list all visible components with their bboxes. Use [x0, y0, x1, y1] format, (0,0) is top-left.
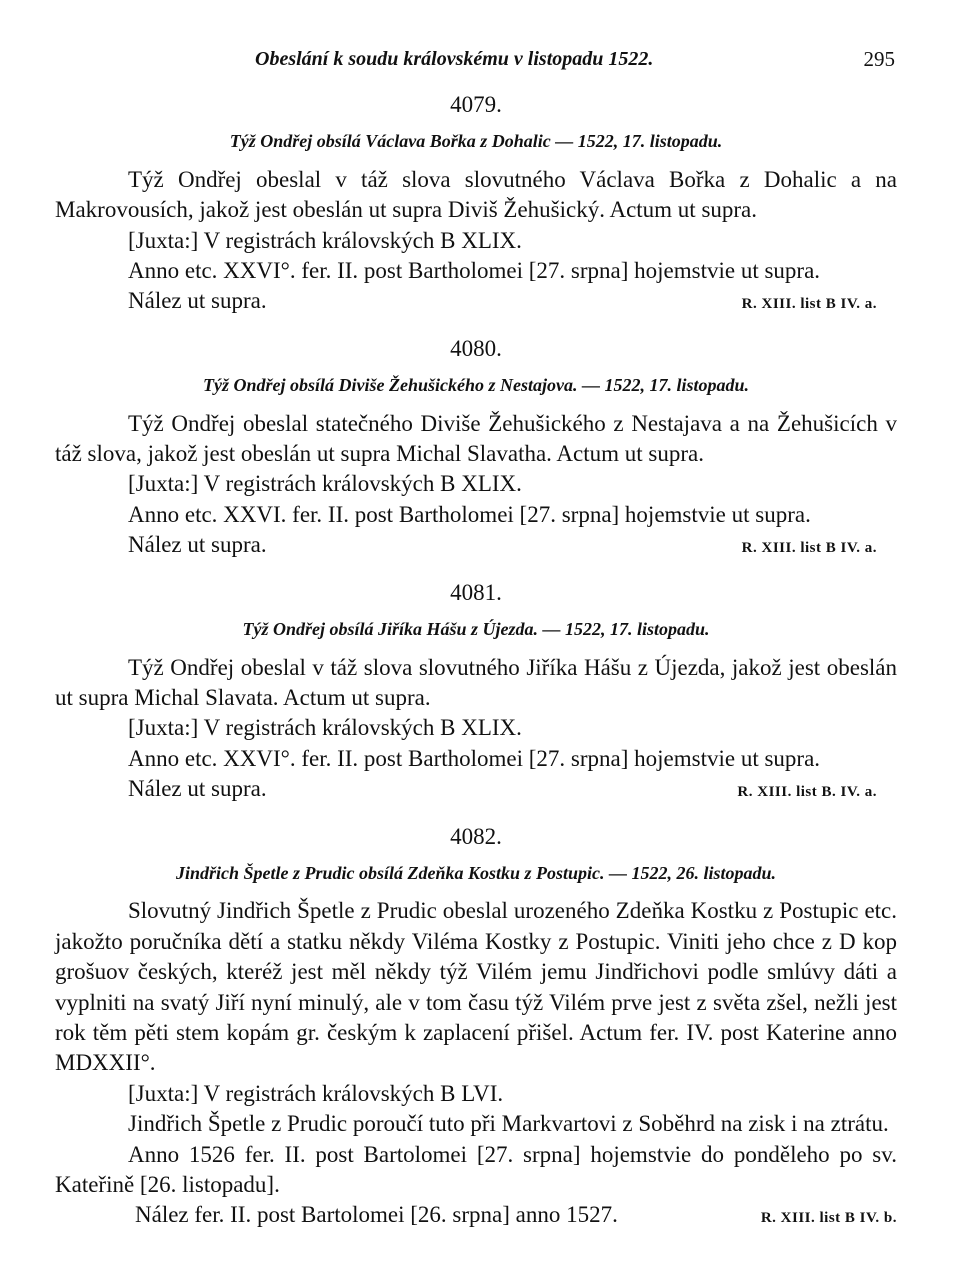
entry-juxta: [Juxta:] V registrách královských B XLIX. [128, 715, 522, 741]
entry-number: 4081. [450, 579, 502, 605]
entry-paragraph: Týž Ondřej obeslal v táž slova slovutného Jiříka Hášu z Újezda, jakož jest obeslán ut supra Michal Slavata. Actum ut supra. [55, 654, 897, 710]
entry-4080 [55, 334, 897, 564]
entry-paragraph: Slovutný Jindřich Špetle z Prudic obeslal urozeného Zdeňka Kostku z Postupic etc. jakožto poručníka dětí a statku někdy Viléma Kostky z Postupic. Viniti jeho chce z D kop grošuov českých, kteréž jest měl někdy týž Vilém jemu Jindřichovi podle smlúvy dáti a vyplniti na svatý Jiří nyní minulý, ale v tom času týž Vilém prve jest z světa zšel, nežli jest rok těm pěti stem kopám gr. českým k zaplacení přišel. Actum fer. IV. post Katerine anno MDXXII°. [55, 898, 897, 1076]
entry-nalez-line [128, 774, 897, 807]
entry-4082 [55, 822, 897, 1234]
entry-4081 [55, 578, 897, 808]
entry-nalez: Nález fer. II. post Bartolomei [26. srpna] anno 1527. [135, 1202, 618, 1228]
entry-subtitle: Týž Ondřej obsílá Diviše Žehušického z Nestajova. — 1522, 17. listopadu. [203, 375, 749, 396]
entry-nalez: Nález ut supra. [128, 288, 267, 314]
entry-reference: R. XIII. list B IV. a. [741, 540, 877, 557]
entry-subtitle: Jindřich Špetle z Prudic obsílá Zdeňka Kostku z Postupic. — 1522, 26. listopadu. [175, 862, 777, 883]
entry-nalez: Nález ut supra. [128, 776, 267, 802]
running-header [255, 44, 895, 74]
entry-anno: Anno etc. XXVI. fer. II. post Bartholomei [27. srpna] hojemstvie ut supra. [128, 501, 811, 527]
entry-nalez-line [128, 286, 897, 319]
entry-juxta: [Juxta:] V registrách královských B XLIX. [128, 227, 522, 253]
entry-subtitle: Týž Ondřej obsílá Jiříka Hášu z Újezda. — 1522, 17. listopadu. [242, 619, 710, 640]
entry-juxta: [Juxta:] V registrách královských B XLIX. [128, 471, 522, 497]
entry-juxta: [Juxta:] V registrách královských B LVI. [128, 1080, 504, 1106]
entry-anno: Anno etc. XXVI°. fer. II. post Bartholomei [27. srpna] hojemstvie ut supra. [128, 745, 821, 771]
page-number: 295 [863, 47, 895, 71]
entry-paragraph: Týž Ondřej obeslal statečného Diviše Žehušického z Nestajava a na Žehušicích v táž slova, jakož jest obeslán ut supra Michal Slavatha. Actum ut supra. [55, 410, 897, 467]
entry-paragraph: Týž Ondřej obeslal v táž slova slovutného Václava Bořka z Dohalic a na Makrovousích, jakož jest obeslán ut supra Diviš Žehušický. Actum ut supra. [55, 166, 897, 223]
entry-anno: Anno etc. XXVI°. fer. II. post Bartholomei [27. srpna] hojemstvie ut supra. [128, 258, 821, 284]
entry-reference: R. XIII. list B IV. a. [741, 296, 877, 313]
entry-reference: R. XIII. list B IV. b. [760, 1210, 897, 1227]
entry-reference: R. XIII. list B. IV. a. [737, 784, 877, 801]
entry-nalez-line [128, 530, 897, 563]
entry-number: 4079. [450, 92, 502, 117]
entry-number: 4080. [450, 335, 502, 361]
entry-nalez-line [135, 1200, 897, 1233]
entry-paragraph-proxy: Jindřich Špetle z Prudic poroučí tuto při Markvartovi z Soběhrd na zisk i na ztrátu. [128, 1111, 889, 1137]
entry-number: 4082. [450, 823, 502, 849]
entry-4079 [55, 90, 897, 320]
entry-subtitle: Týž Ondřej obsílá Václava Bořka z Dohalic — 1522, 17. listopadu. [229, 131, 723, 152]
running-title: Obeslání k soudu královskému v listopadu 1522. [255, 48, 654, 70]
entry-nalez: Nález ut supra. [128, 532, 267, 558]
entry-paragraph-anno: Anno 1526 fer. II. post Bartolomei [27. srpna] hojemstvie do ponděleho po sv. Kateřině [26. listopadu]. [55, 1141, 897, 1197]
page-body [55, 90, 897, 1234]
